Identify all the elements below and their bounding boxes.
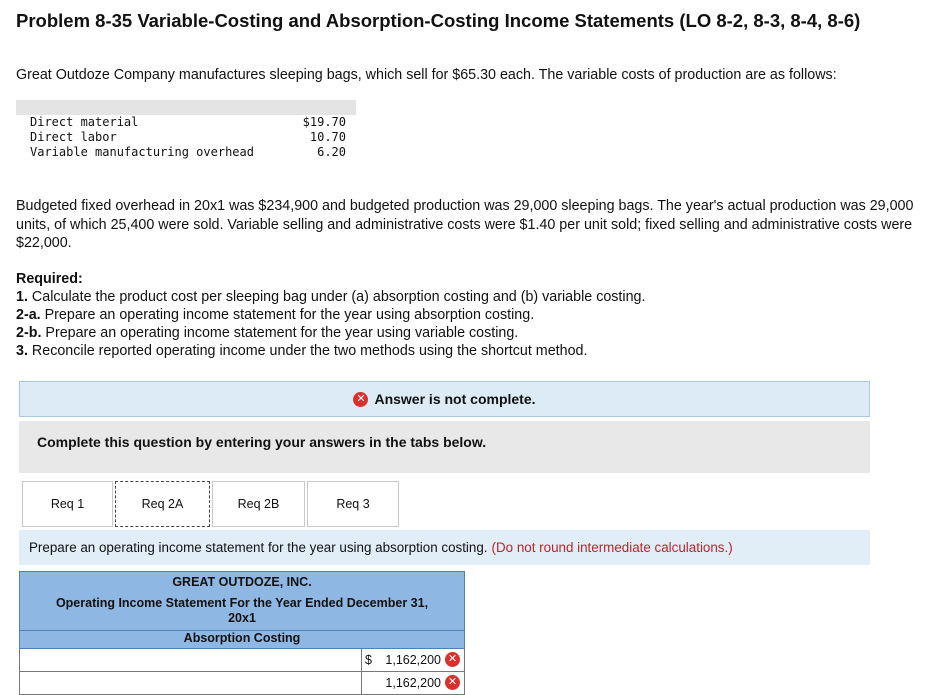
cost-value: 6.20 (317, 145, 346, 159)
statement-company: GREAT OUTDOZE, INC. (172, 575, 312, 589)
answer-status-banner (19, 381, 870, 417)
complete-prompt-box (19, 421, 870, 473)
cost-label: Variable manufacturing overhead (30, 145, 254, 159)
statement-row (19, 672, 465, 695)
dollar-sign: $ (365, 653, 372, 667)
cost-label: Direct labor (30, 130, 117, 144)
tab-req-3[interactable]: Req 3 (307, 481, 399, 527)
cost-value: 10.70 (309, 130, 346, 144)
instruction-note: (Do not round intermediate calculations.) (491, 540, 733, 555)
instruction-text: Prepare an operating income statement for the year using absorption costing. (29, 540, 488, 555)
intro-text: Great Outdoze Company manufactures sleeping bags, which sell for $65.30 each. The variable costs of production are as follows: (16, 67, 837, 83)
table-row (16, 130, 356, 145)
instruction-bar (19, 530, 870, 565)
required-heading: Required: (16, 271, 83, 287)
tab-req-2a[interactable]: Req 2A (115, 481, 210, 527)
incorrect-icon: ✕ (445, 675, 460, 690)
required-item: 1. Calculate the product cost per sleeping bag under (a) absorption costing and (b) variable costing. (16, 289, 646, 305)
row-amount: 1,162,200 (385, 653, 441, 667)
required-item: 2-b. Prepare an operating income statement for the year using variable costing. (16, 325, 519, 341)
variable-costs-table (16, 100, 356, 168)
problem-title: Problem 8-35 Variable-Costing and Absorption-Costing Income Statements (LO 8-2, 8-3, 8-4, 8-6) (16, 10, 861, 31)
required-item: 3. Reconcile reported operating income under the two methods using the shortcut method. (16, 343, 588, 359)
tab-req-1[interactable]: Req 1 (22, 481, 113, 527)
cost-value: $19.70 (302, 115, 346, 129)
statement-method: Absorption Costing (183, 631, 301, 645)
table-header-row (16, 100, 356, 115)
error-icon: ✕ (353, 392, 368, 407)
statement-row (19, 649, 465, 672)
row-amount: 1,162,200 (385, 676, 441, 690)
table-row (16, 115, 356, 130)
statement-header (19, 571, 465, 649)
table-row (16, 145, 356, 168)
answer-status-text: Answer is not complete. (374, 391, 536, 407)
problem-paragraph: Budgeted fixed overhead in 20x1 was $234,900 and budgeted production was 29,000 sleeping bags. The year's actual production was 29,000 units, of which 25,400 were sold. Variable selling and administrative costs were $1.40 per unit sold; fixed selling and administrative costs were $22,000. (16, 198, 914, 251)
incorrect-icon: ✕ (445, 652, 460, 667)
complete-prompt-text: Complete this question by entering your answers in the tabs below. (37, 434, 487, 450)
required-section (16, 270, 926, 360)
row-amount-input[interactable] (362, 649, 464, 671)
statement-title: Operating Income Statement For the Year Ended December 31, 20x1 (55, 596, 429, 625)
row-label-input[interactable] (20, 649, 362, 671)
cost-label: Direct material (30, 115, 139, 129)
tab-req-2b[interactable]: Req 2B (212, 481, 305, 527)
required-item: 2-a. Prepare an operating income statement for the year using absorption costing. (16, 307, 535, 323)
